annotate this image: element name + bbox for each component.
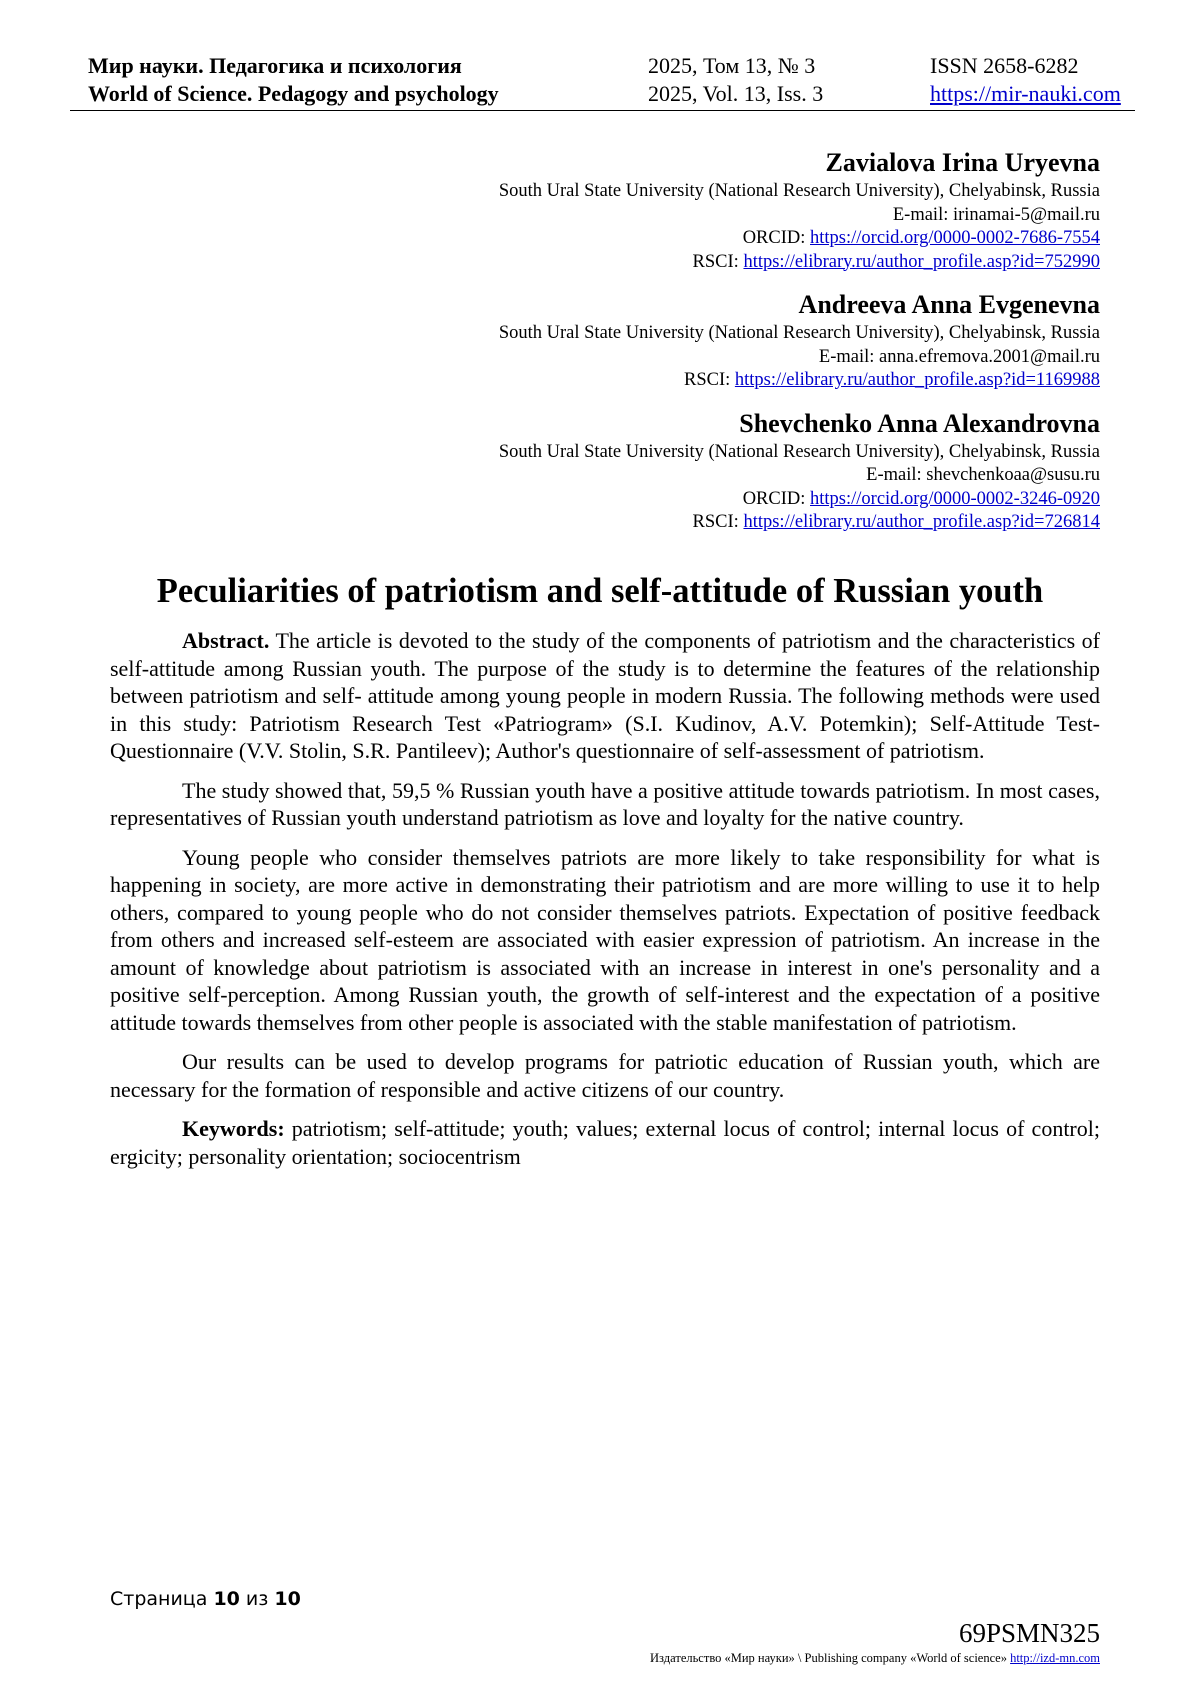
abstract-paragraph: Abstract. The article is devoted to the study of the components of patriotism and the characteristics of self-attitude among Russian youth. The purpose of the study is to determine the features of the relationship between patriotism and self- attitude among young people in modern Russia. The following methods were used in this study: Patriotism Research Test «Patriogram» (S.I. Kudinov, A.V. Potemkin); Self-Attitude Test-Questionnaire (V.V. Stolin, S.R. Pantileev); Author's questionnaire of self-assessment of patriotism. xyxy=(110,628,1100,763)
issue-en: 2025, Vol. 13, Iss. 3 xyxy=(648,81,824,106)
author-orcid: ORCID: https://orcid.org/0000-0002-7686-7554 xyxy=(742,228,1100,248)
rsci-link[interactable]: https://elibrary.ru/author_profile.asp?id=726814 xyxy=(743,512,1100,532)
keywords-label: Keywords: xyxy=(182,1116,285,1141)
abstract-paragraph: Young people who consider themselves patriots are more likely to take responsibility for what is happening in society, are more active in demonstrating their patriotism and are more willing to use it to help others, compared to young people who do not consider themselves patriots. Expectation of positive feedback from others and increased self-esteem are associated with easier expression of patriotism. An increase in the amount of knowledge about patriotism is associated with an increase in interest in one's personality and a positive self-perception. Among Russian youth, the growth of self-interest and the expectation of a positive attitude towards themselves from other people is associated with the stable manifestation of patriotism. xyxy=(110,844,1100,1035)
journal-site-link[interactable]: https://mir-nauki.com xyxy=(930,81,1121,106)
author-affiliation: South Ural State University (National Research University), Chelyabinsk, Russia xyxy=(498,323,1100,343)
author-affiliation: South Ural State University (National Research University), Chelyabinsk, Russia xyxy=(498,181,1100,201)
author-list xyxy=(200,146,1100,549)
issue-ru: 2025, Том 13, № 3 xyxy=(648,53,816,78)
author-rsci: RSCI: https://elibrary.ru/author_profile.asp?id=1169988 xyxy=(683,370,1100,390)
author-name: Shevchenko Anna Alexandrovna xyxy=(739,408,1100,438)
rsci-link[interactable]: https://elibrary.ru/author_profile.asp?id=752990 xyxy=(743,251,1100,272)
author-block xyxy=(200,407,1100,535)
keywords: Keywords: patriotism; self-attitude; youth; values; external locus of control; internal locus of control; ergicity; personality orientation; sociocentrism xyxy=(110,1116,1100,1169)
page-number: Страница 10 из 10 xyxy=(110,1588,301,1610)
abstract-paragraph: The study showed that, 59,5 % Russian youth have a positive attitude towards patriotism. In most cases, representatives of Russian youth understand patriotism as love and loyalty for the native country. xyxy=(110,777,1100,830)
rsci-link[interactable]: https://elibrary.ru/author_profile.asp?id=1169988 xyxy=(734,370,1100,390)
author-email: E-mail: shevchenkoaa@susu.ru xyxy=(866,465,1100,485)
publisher-link[interactable]: http://izd-mn.com xyxy=(1010,1651,1100,1665)
author-rsci: RSCI: https://elibrary.ru/author_profile.asp?id=752990 xyxy=(692,251,1100,272)
abstract-label: Abstract. xyxy=(182,628,270,653)
issn: ISSN 2658-6282 xyxy=(930,53,1079,78)
author-affiliation: South Ural State University (National Research University), Chelyabinsk, Russia xyxy=(498,441,1100,462)
publisher-line: Издательство «Мир науки» \ Publishing company «World of science» http://izd-mn.com xyxy=(650,1651,1100,1665)
page-header xyxy=(70,50,1135,111)
abstract-paragraph: Our results can be used to develop programs for patriotic education of Russian youth, which are necessary for the formation of responsible and active citizens of our country. xyxy=(110,1049,1100,1102)
author-name: Zavialova Irina Uryevna xyxy=(825,148,1100,177)
article-code: 69PSMN325 xyxy=(958,1618,1100,1648)
author-email: E-mail: anna.efremova.2001@mail.ru xyxy=(818,346,1100,367)
author-email: E-mail: irinamai-5@mail.ru xyxy=(892,204,1100,225)
orcid-link[interactable]: https://orcid.org/0000-0002-3246-0920 xyxy=(810,488,1100,509)
journal-title-en: World of Science. Pedagogy and psychology xyxy=(88,81,499,106)
article-title: Peculiarities of patriotism and self-attitude of Russian youth xyxy=(156,572,1044,610)
author-name: Andreeva Anna Evgenevna xyxy=(798,290,1100,319)
author-block xyxy=(200,288,1100,393)
journal-title-ru: Мир науки. Педагогика и психология xyxy=(88,53,462,78)
author-block xyxy=(200,146,1100,274)
author-rsci: RSCI: https://elibrary.ru/author_profile.asp?id=726814 xyxy=(692,512,1100,532)
article-body xyxy=(110,627,1100,1182)
author-orcid: ORCID: https://orcid.org/0000-0002-3246-0920 xyxy=(742,488,1100,509)
orcid-link[interactable]: https://orcid.org/0000-0002-7686-7554 xyxy=(810,228,1100,248)
